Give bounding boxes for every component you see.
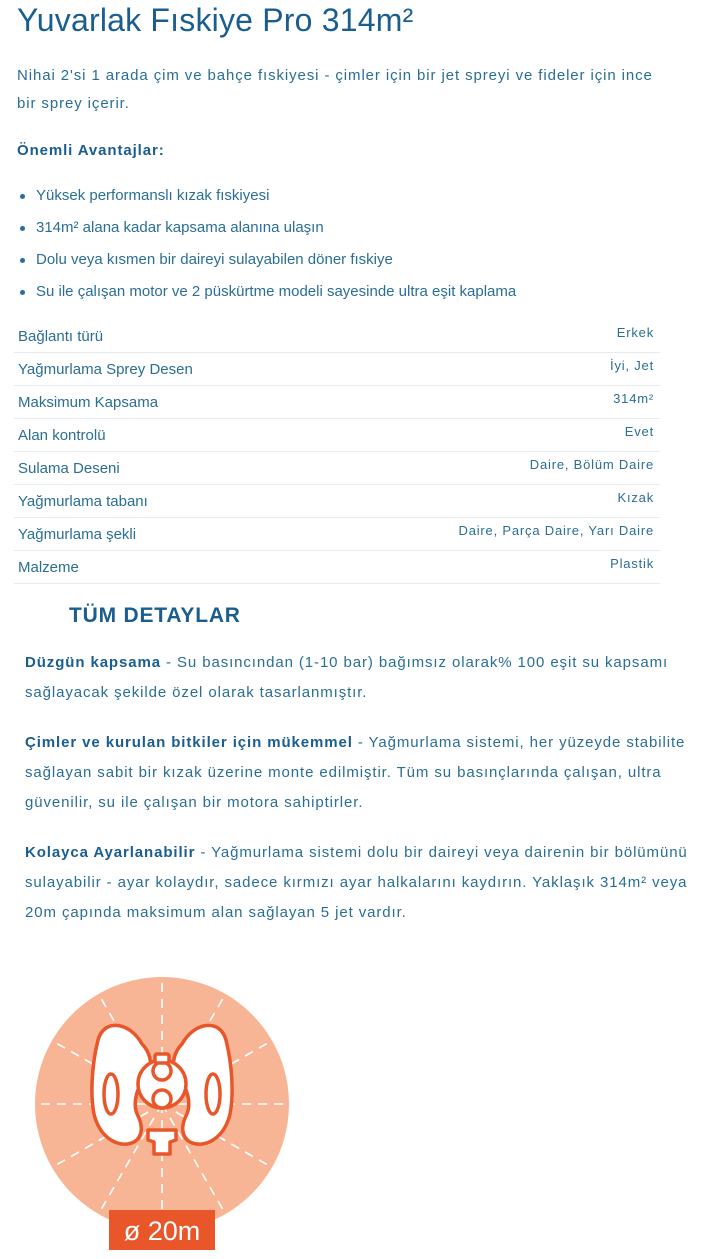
product-title: Yuvarlak Fıskiye Pro 314m² bbox=[17, 2, 414, 38]
spec-row bbox=[14, 320, 660, 353]
spec-value: Kızak bbox=[617, 490, 654, 505]
sprinkler-coverage-icon bbox=[20, 944, 310, 1254]
spec-row bbox=[14, 386, 660, 419]
details-heading: TÜM DETAYLAR bbox=[69, 604, 241, 627]
detail-text: - Yağmurlama sistemi, her yüzeyde stabilite sağlayan sabit bir kızak üzerine monte edilmiştir. Tüm su basınçlarında çalışan, ultra güvenilir, su ile çalışan bir motora sahiptirler. bbox=[25, 734, 686, 811]
spec-key: Yağmurlama tabanı bbox=[18, 493, 148, 510]
advantage-item: Yüksek performanslı kızak fıskiyesi bbox=[17, 180, 516, 212]
detail-paragraph bbox=[25, 728, 700, 818]
spec-row bbox=[14, 518, 660, 551]
detail-text: - Yağmurlama sistemi dolu bir daireyi veya dairenin bir bölümünü sulayabilir - ayar kolaydır, sadece kırmızı ayar halkalarını kaydırın. Yaklaşık 314m² veya 20m çapında maksimum alan sağlayan 5 jet vardır. bbox=[25, 844, 688, 921]
spec-value: İyi, Jet bbox=[610, 358, 654, 373]
detail-paragraph bbox=[25, 648, 700, 708]
spec-row bbox=[14, 353, 660, 386]
spec-row bbox=[14, 551, 660, 584]
spec-value: Plastik bbox=[610, 556, 654, 571]
detail-lead: Kolayca Ayarlanabilir bbox=[25, 844, 196, 861]
spec-value: 314m² bbox=[613, 391, 654, 406]
diameter-label: ø 20m bbox=[123, 1216, 201, 1246]
bullet-icon bbox=[20, 226, 25, 231]
advantage-item: Dolu veya kısmen bir daireyi sulayabilen döner fıskiye bbox=[17, 244, 516, 276]
detail-paragraph bbox=[25, 838, 700, 928]
spec-table bbox=[14, 320, 660, 584]
spec-row bbox=[14, 452, 660, 485]
spec-value: Daire, Bölüm Daire bbox=[529, 457, 654, 472]
bullet-icon bbox=[20, 258, 25, 263]
spec-value: Daire, Parça Daire, Yarı Daire bbox=[458, 523, 654, 538]
advantage-item: Su ile çalışan motor ve 2 püskürtme modeli sayesinde ultra eşit kaplama bbox=[17, 276, 516, 308]
spec-key: Alan kontrolü bbox=[18, 427, 106, 444]
spec-row bbox=[14, 419, 660, 452]
spec-key: Bağlantı türü bbox=[18, 328, 104, 345]
spec-value: Evet bbox=[624, 424, 654, 439]
advantages-heading: Önemli Avantajlar: bbox=[17, 142, 165, 159]
detail-text: - Su basıncından (1-10 bar) bağımsız olarak% 100 eşit su kapsamı sağlayacak şekilde özel olarak tasarlanmıştır. bbox=[25, 654, 669, 701]
advantage-item: 314m² alana kadar kapsama alanına ulaşın bbox=[17, 212, 516, 244]
spec-value: Erkek bbox=[616, 325, 654, 340]
bullet-icon bbox=[20, 290, 25, 295]
spec-key: Malzeme bbox=[18, 559, 79, 576]
spec-key: Yağmurlama Sprey Desen bbox=[18, 361, 193, 378]
bullet-icon bbox=[20, 194, 25, 199]
spec-key: Sulama Deseni bbox=[18, 460, 120, 477]
product-intro: Nihai 2'si 1 arada çim ve bahçe fıskiyesi - çimler için bir jet spreyi ve fideler için ince bir sprey içerir. bbox=[17, 67, 653, 112]
advantages-list bbox=[17, 180, 516, 308]
detail-lead: Çimler ve kurulan bitkiler için mükemmel bbox=[25, 734, 353, 751]
spec-row bbox=[14, 485, 660, 518]
spec-key: Yağmurlama şekli bbox=[18, 526, 137, 543]
detail-lead: Düzgün kapsama bbox=[25, 654, 161, 671]
spec-key: Maksimum Kapsama bbox=[18, 394, 159, 411]
